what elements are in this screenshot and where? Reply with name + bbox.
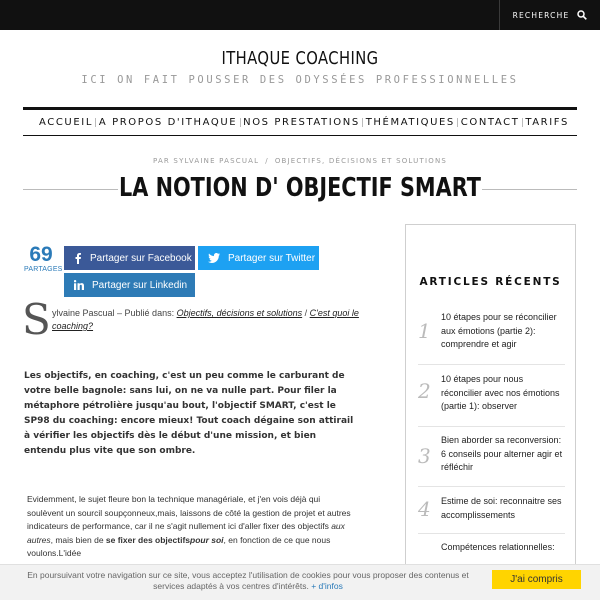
recent-post-link[interactable]: 10 étapes pour nous réconcilier avec nos émotions (partie 1): observer bbox=[441, 374, 560, 411]
post-meta bbox=[0, 157, 600, 165]
recent-post-link[interactable]: 10 étapes pour se réconcilier aux émotions (partie 2): comprendre et agir bbox=[441, 312, 557, 349]
search-icon bbox=[577, 10, 587, 20]
recent-post-link[interactable]: Estime de soi: reconnaitre ses accomplissements bbox=[441, 496, 562, 520]
linkedin-icon bbox=[74, 280, 84, 290]
cookie-more-link[interactable]: + d'infos bbox=[311, 580, 343, 591]
recent-post-number: 3 bbox=[418, 444, 431, 468]
recent-divider bbox=[418, 533, 565, 534]
byline-category-link[interactable]: Objectifs, décisions et solutions bbox=[176, 308, 303, 318]
share-twitter-label: Partager sur Twitter bbox=[228, 252, 316, 264]
recent-post-number: 2 bbox=[418, 379, 431, 403]
share-linkedin-label: Partager sur Linkedin bbox=[92, 279, 188, 291]
paragraph-bold-italic: pour soi bbox=[190, 534, 224, 545]
recent-post-item bbox=[418, 541, 568, 561]
nav-separator bbox=[240, 118, 241, 127]
nav-separator bbox=[457, 118, 458, 127]
post-byline bbox=[52, 307, 372, 333]
byline-separator: / bbox=[302, 308, 310, 318]
share-counter bbox=[24, 243, 63, 273]
recent-post-link[interactable]: Compétences relationnelles: bbox=[441, 542, 555, 552]
sidebar-recent-posts bbox=[405, 224, 576, 564]
cookie-accept-button[interactable]: J'ai compris bbox=[492, 570, 581, 589]
cookie-banner bbox=[0, 564, 600, 600]
post-author[interactable]: PAR SYLVAINE PASCUAL bbox=[152, 157, 260, 165]
cookie-message: En poursuivant votre navigation sur ce site, vous acceptez l'utilisation de cookies pour vous proposer des contenus et services adaptés à vos centres d'intérêts. bbox=[27, 570, 469, 591]
main-nav bbox=[23, 110, 577, 135]
dropcap: S bbox=[22, 295, 51, 344]
paragraph-text: Evidemment, le sujet fleure bon la technique managériale, et j'en vois déjà qui soulèvent un sourcil soupçonneux,mais, laissons de côté la gestion de projet et autres indicateurs de performance, car il ne s'agit nullement ici d'aller fixer des objectifs bbox=[27, 494, 351, 531]
share-facebook-label: Partager sur Facebook bbox=[90, 252, 192, 264]
twitter-icon bbox=[208, 253, 220, 263]
search-button[interactable] bbox=[500, 0, 600, 30]
top-bar bbox=[0, 0, 600, 30]
article-paragraph bbox=[27, 493, 357, 561]
paragraph-text: , en fonction de ce que nous voulons.L'idée bbox=[27, 534, 331, 558]
share-facebook-button[interactable] bbox=[64, 246, 195, 270]
recent-post-item bbox=[418, 434, 568, 494]
nav-item-a-propos[interactable]: A PROPOS D'ITHAQUE bbox=[98, 117, 238, 128]
post-title: LA NOTION D' OBJECTIF SMART bbox=[119, 173, 481, 203]
nav-item-prestations[interactable]: NOS PRESTATIONS bbox=[243, 117, 360, 128]
nav-item-thematiques[interactable]: THÉMATIQUES bbox=[365, 117, 455, 128]
nav-item-accueil[interactable]: ACCUEIL bbox=[39, 117, 93, 128]
recent-divider bbox=[418, 486, 565, 487]
sidebar-title: ARTICLES RÉCENTS bbox=[419, 276, 562, 288]
paragraph-bold: se fixer des objectifs bbox=[105, 534, 190, 545]
article-lead: Les objectifs, en coaching, c'est un peu comme le carburant de votre belle bagnole: sans lui, on ne va nulle part. Pour filer la métaphore pétrolière jusqu'au bout, l'objectif SMART, c'est le SP98 du coaching: encore mieux! Tout coach dégaine son attirail à vérifier les objectifs dès le début d'une mission, et bien entendu plus vite que son ombre. bbox=[24, 371, 354, 456]
paragraph-text: , mais bien de bbox=[50, 534, 106, 545]
nav-separator bbox=[95, 118, 96, 127]
nav-separator bbox=[522, 118, 523, 127]
nav-item-tarifs[interactable]: TARIFS bbox=[525, 117, 569, 128]
cookie-text bbox=[18, 570, 478, 591]
nav-border-bottom bbox=[23, 135, 577, 136]
search-label: RECHERCHE bbox=[512, 10, 570, 20]
nav-separator bbox=[362, 118, 363, 127]
share-count: 69 bbox=[29, 243, 53, 266]
nav-item-contact[interactable]: CONTACT bbox=[460, 117, 520, 128]
recent-post-number: 1 bbox=[418, 319, 431, 343]
meta-separator: / bbox=[265, 157, 269, 165]
share-twitter-button[interactable] bbox=[198, 246, 319, 270]
recent-post-number: 4 bbox=[418, 497, 431, 521]
post-category[interactable]: OBJECTIFS, DÉCISIONS ET SOLUTIONS bbox=[274, 157, 448, 165]
share-count-label: PARTAGES bbox=[24, 266, 63, 273]
facebook-icon bbox=[74, 253, 82, 264]
recent-post-item bbox=[418, 311, 568, 371]
share-linkedin-button[interactable] bbox=[64, 273, 195, 297]
site-tagline: ICI ON FAIT POUSSER DES ODYSSÉES PROFESSIONNELLES bbox=[81, 74, 519, 86]
recent-post-link[interactable]: Bien aborder sa reconversion: 6 conseils pour alterner agir et réfléchir bbox=[441, 435, 563, 472]
paragraph-italic: aux autres bbox=[27, 521, 345, 545]
recent-divider bbox=[418, 364, 565, 365]
site-title[interactable]: ITHAQUE COACHING bbox=[221, 48, 379, 69]
recent-post-item bbox=[418, 373, 568, 433]
byline-text: ylvaine Pascual – Publié dans: bbox=[52, 308, 177, 318]
recent-divider bbox=[418, 426, 565, 427]
byline-category-link-2[interactable]: C'est quoi le coaching? bbox=[52, 308, 359, 331]
